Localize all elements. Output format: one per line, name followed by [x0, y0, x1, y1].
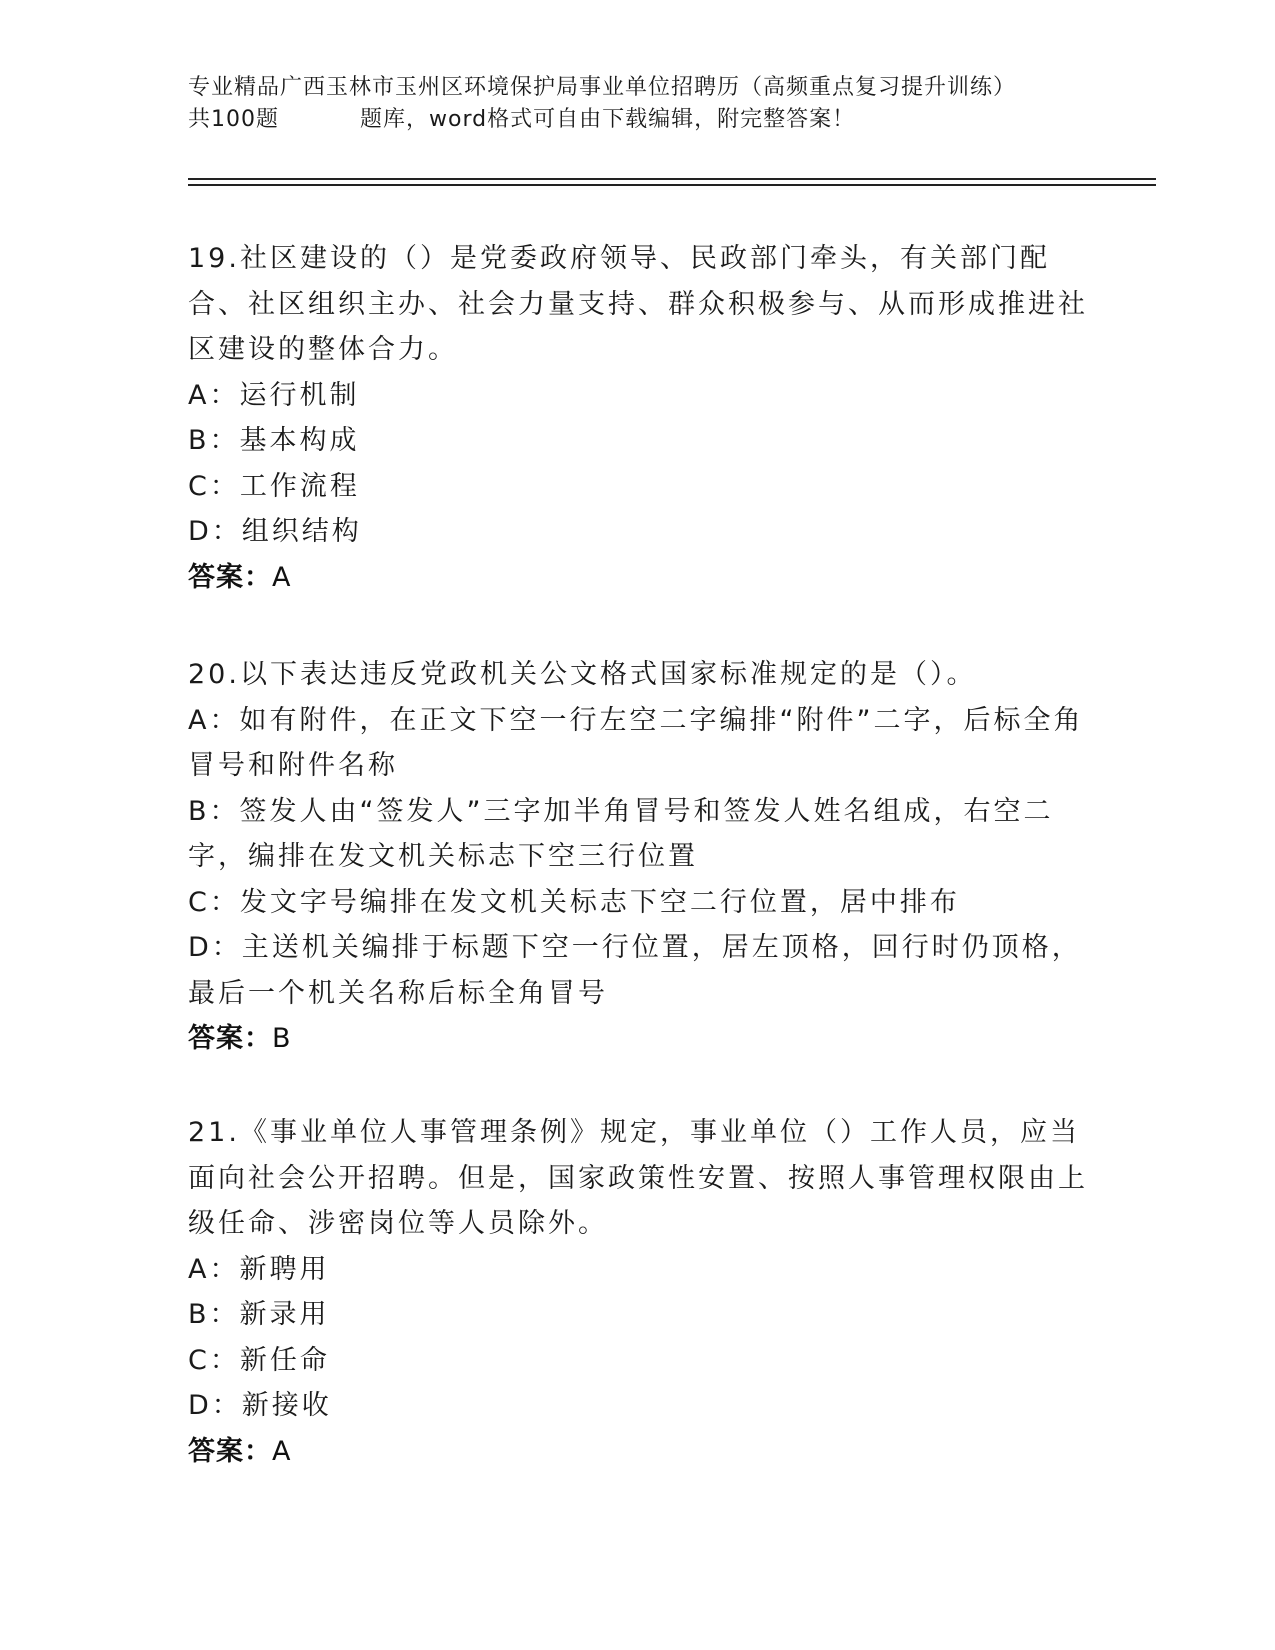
- option-a: A：新聘用: [188, 1253, 330, 1285]
- option-b: B：新录用: [188, 1299, 330, 1330]
- option-c: C：工作流程: [188, 470, 360, 502]
- header-description: 题库，word格式可自由下载编辑，附完整答案！: [360, 107, 856, 132]
- option-d: D：组织结构: [188, 516, 362, 547]
- answer-line: [188, 1429, 1088, 1475]
- question-20: [188, 652, 1088, 1062]
- answer-line: [188, 1016, 1088, 1062]
- document-header: [188, 72, 1088, 136]
- header-question-count: 共100题: [188, 107, 279, 132]
- answer-label: 答案：: [188, 561, 272, 593]
- option-a: A：运行机制: [188, 379, 360, 411]
- question-stem: 21.《事业单位人事管理条例》规定，事业单位（）工作人员，应当面向社会公开招聘。但是，国家政策性安置、按照人事管理权限由上级任命、涉密岗位等人员除外。: [188, 1117, 1088, 1239]
- answer-value: A: [272, 1435, 292, 1467]
- answer-label: 答案：: [188, 1023, 272, 1054]
- option-b: B：基本构成: [188, 425, 360, 456]
- question-19: [188, 236, 1088, 600]
- question-stem: 20.以下表达违反党政机关公文格式国家标准规定的是（）。: [188, 659, 977, 690]
- question-stem: 19.社区建设的（）是党委政府领导、民政部门牵头，有关部门配合、社区组织主办、社会力量支持、群众积极参与、从而形成推进社区建设的整体合力。: [188, 243, 1088, 365]
- option-c: C：新任命: [188, 1344, 330, 1376]
- header-divider-bottom: [188, 184, 1156, 186]
- option-d: D：新接收: [188, 1390, 332, 1421]
- header-divider-top: [188, 178, 1156, 180]
- header-subtitle: [188, 104, 1088, 136]
- answer-line: [188, 555, 1088, 601]
- answer-value: A: [272, 561, 292, 593]
- answer-label: 答案：: [188, 1435, 272, 1467]
- option-a: A：如有附件，在正文下空一行左空二字编排“附件”二字，后标全角冒号和附件名称: [188, 704, 1084, 781]
- answer-value: B: [272, 1023, 292, 1054]
- option-c: C：发文字号编排在发文机关标志下空二行位置，居中排布: [188, 886, 960, 918]
- option-d: D：主送机关编排于标题下空一行位置，居左顶格，回行时仍顶格，最后一个机关名称后标全角冒号: [188, 932, 1082, 1009]
- question-21: [188, 1110, 1088, 1474]
- header-title: 专业精品广西玉林市玉州区环境保护局事业单位招聘历（高频重点复习提升训练）: [188, 75, 1017, 100]
- option-b: B：签发人由“签发人”三字加半角冒号和签发人姓名组成，右空二字，编排在发文机关标志下空三行位置: [188, 795, 1054, 872]
